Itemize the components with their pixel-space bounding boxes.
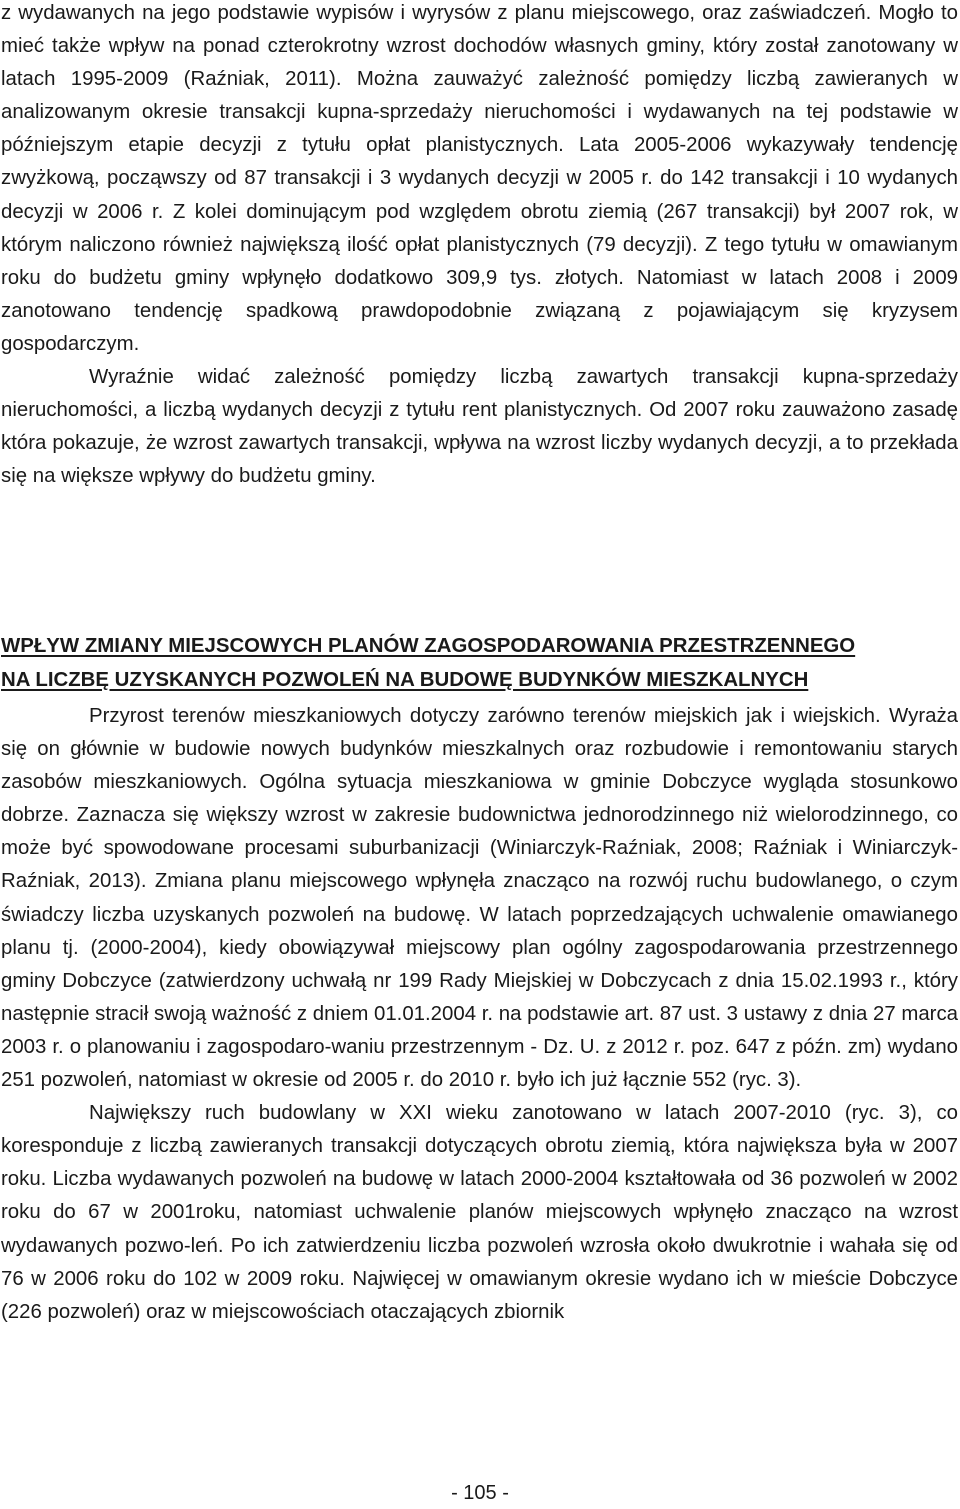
page-number: - 105 - — [451, 1482, 509, 1504]
text-block-bottom — [1, 700, 958, 1329]
section-heading-line-2: NA LICZBĘ UZYSKANYCH POZWOLEŃ NA BUDOWĘ BUDYNKÓW MIESZKALNYCH — [1, 669, 809, 691]
paragraph-housing-growth: Przyrost terenów mieszkaniowych dotyczy zarówno terenów miejskich jak i wiejskich. Wyraża się on głównie w budowie nowych budynków mieszkalnych oraz rozbudowie i remontowaniu starych zasobów mieszkaniowych. Ogólna sytuacja mieszkaniowa w gminie Dobczyce wygląda stosunkowo dobrze. Zaznacza się większy wzrost w zakresie budownictwa jednorodzinnego niż wielorodzinnego, co może być spowodowane procesami suburbanizacji (Winiarczyk-Raźniak, 2008; Raźniak i Winiarczyk-Raźniak, 2013). Zmiana planu miejscowego wpłynęła znacząco na rozwój ruchu budowlanego, o czym świadczy liczba uzyskanych pozwoleń na budowę. W latach poprzedzających uchwalenie omawianego planu tj. (2000-2004), kiedy obowiązywał miejscowy plan ogólny zagospodarowania przestrzennego gminy Dobczyce (zatwierdzony uchwałą nr 199 Rady Miejskiej w Dobczycach z dnia 15.02.1993 r., który następnie stracił swoją ważność z dniem 01.01.2004 r. na podstawie art. 87 ust. 3 ustawy z dnia 27 marca 2003 r. o planowaniu i zagospodaro-waniu przestrzennym - Dz. U. z 2012 r. poz. 647 z późn. zm) wydano 251 pozwoleń, natomiast w okresie od 2005 r. do 2010 r. było ich już łącznie 552 (ryc. 3). — [1, 705, 958, 1092]
paragraph-continuation: z wydawanych na jego podstawie wypisów i wyrysów z planu miejscowego, oraz zaświadczeń. Mogło to mieć także wpływ na ponad czterokrotny wzrost dochodów własnych gminy, który został zanotowany w latach 1995-2009 (Raźniak, 2011). Można zauważyć zależność pomiędzy liczbą zawieranych w analizowanym okresie transakcji kupna-sprzedaży nieruchomości i wydawanych na tej podstawie w późniejszym etapie decyzji z tytułu opłat planistycznych. Lata 2005-2006 wykazywały tendencję zwyżkową, począwszy od 87 transakcji i 3 wydanych decyzji w 2005 r. do 142 transakcji i 10 wydanych decyzji w 2006 r. Z kolei dominującym pod względem obrotu ziemią (267 transakcji) był 2007 rok, w którym naliczono również największą ilość opłat planistycznych (79 decyzji). Z tego tytułu w omawianym roku do budżetu gminy wpłynęło dodatkowo 309,9 tys. złotych. Natomiast w latach 2008 i 2009 zanotowano tendencję spadkową prawdopodobnie związaną z pojawiającym się kryzysem gospodarczym. — [1, 2, 958, 355]
section-heading-line-1: WPŁYW ZMIANY MIEJSCOWYCH PLANÓW ZAGOSPODAROWANIA PRZESTRZENNEGO — [1, 635, 856, 657]
paragraph-dependence: Wyraźnie widać zależność pomiędzy liczbą zawartych transakcji kupna-sprzedaży nieruchomości, a liczbą wydanych decyzji z tytułu rent planistycznych. Od 2007 roku zauważono zasadę która pokazuje, że wzrost zawartych transakcji, wpływa na wzrost liczby wydanych decyzji, a to przekłada się na większe wpływy do budżetu gminy. — [1, 366, 958, 488]
text-block-top — [1, 0, 958, 493]
paragraph-construction-activity: Największy ruch budowlany w XXI wieku zanotowano w latach 2007-2010 (ryc. 3), co koresponduje z liczbą zawieranych transakcji dotyczących obrotu ziemią, która największa była w 2007 roku. Liczba wydawanych pozwoleń na budowę w latach 2000-2004 kształtowała od 36 pozwoleń w 2002 roku do 67 w 2001roku, natomiast uchwalenie planów miejscowych wpłynęło znacząco na wzrost wydawanych pozwo-leń. Po ich zatwierdzeniu liczba pozwoleń wzrosła około dwukrotnie i wahała się od 76 w 2006 roku do 102 w 2009 roku. Najwięcej w omawianym okresie wydano ich w mieście Dobczyce (226 pozwoleń) oraz w miejscowościach otaczających zbiornik — [1, 1102, 958, 1323]
